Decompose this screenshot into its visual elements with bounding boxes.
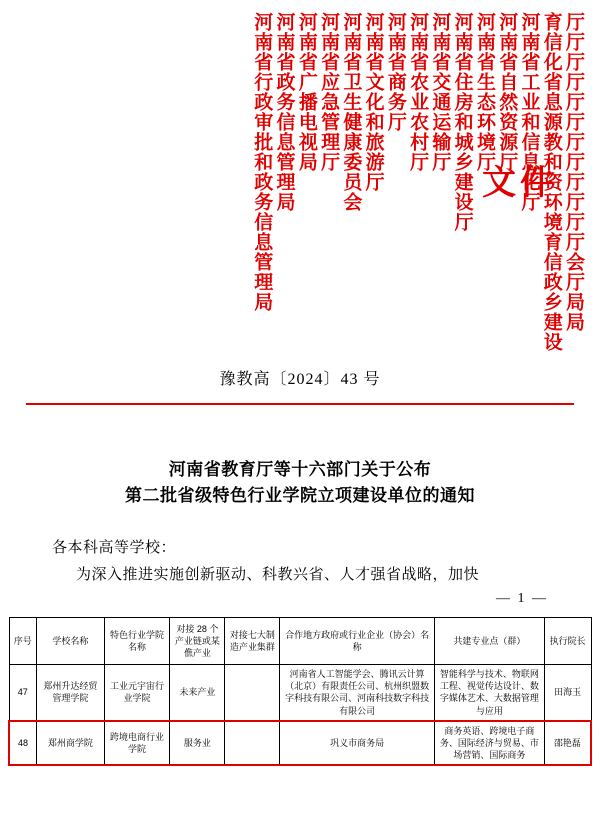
table-row <box>9 665 591 721</box>
document-number: 豫教高〔2024〕43 号 <box>219 371 381 388</box>
masthead-column: 河南省生态环境厅 <box>473 12 495 172</box>
body-paragraph: 为深入推进实施创新驱动、科教兴省、人才强省战略，加快 <box>76 566 480 583</box>
row-majors: 智能科学与技术、物联网工程、视觉传达设计、数字媒体艺术、大数据管理与应用 <box>434 665 544 721</box>
masthead-column: 育信化省息源教和资环境育信政乡建设 <box>540 12 562 352</box>
row-dean: 邵艳磊 <box>544 721 591 765</box>
addressee-line: 各本科高等学校： <box>52 539 177 556</box>
table-header-row <box>9 617 591 664</box>
table-header-cell: 特色行业学院名称 <box>104 617 170 664</box>
title-line-2: 第二批省级特色行业学院立项建设单位的通知 <box>125 486 475 506</box>
row-industry-chain: 服务业 <box>170 721 225 765</box>
red-divider-rule <box>26 403 574 405</box>
masthead-column: 河南省商务厅 <box>384 12 406 132</box>
row-cluster <box>225 665 280 721</box>
table-header-cell: 对接七大制造产业集群 <box>225 617 280 664</box>
masthead-column: 河南省应急管理厅 <box>318 12 340 172</box>
masthead-column: 河南省工业和信息化厅 <box>518 12 540 212</box>
row-industry-chain: 未来产业 <box>170 665 225 721</box>
masthead-document-word: 文件 <box>482 165 558 202</box>
table-header-cell: 共建专业点（群） <box>434 617 544 664</box>
masthead-column: 河南省卫生健康委员会 <box>340 12 362 212</box>
data-table-wrapper <box>8 617 592 766</box>
masthead <box>0 0 600 360</box>
row-dean: 田海玉 <box>544 665 591 721</box>
masthead-column: 河南省住房和城乡建设厅 <box>451 12 473 232</box>
table-header-cell: 学校名称 <box>37 617 105 664</box>
masthead-column: 河南省自然资源厅 <box>496 12 518 172</box>
row-majors: 商务英语、跨境电子商务、国际经济与贸易、市场营销、国际商务 <box>434 721 544 765</box>
row-cluster <box>225 721 280 765</box>
table-header-cell: 对接 28 个产业链或某僬产业 <box>170 617 225 664</box>
table-header-cell: 合作地方政府或行业企业（协会）名称 <box>280 617 434 664</box>
masthead-column: 河南省广播电视局 <box>295 12 317 172</box>
row-partners: 巩义市商务局 <box>280 721 434 765</box>
masthead-column: 河南省政务信息管理局 <box>273 12 295 212</box>
masthead-column: 河南省农业农村厅 <box>407 12 429 172</box>
table-row <box>9 721 591 765</box>
title-line-1: 河南省教育厅等十六部门关于公布 <box>168 460 432 479</box>
row-partners: 河南省人工智能学会、腾讯云计算（北京）有限责任公司、杭州织盟数字科技有限公司、河南科技数字科技有限公司 <box>280 665 434 721</box>
masthead-column: 厅厅厅厅厅厅厅厅厅厅厅厅会厅局局 <box>563 12 584 332</box>
row-college: 跨境电商行业学院 <box>104 721 170 765</box>
page-title <box>46 457 554 510</box>
table-header-cell: 执行院长 <box>544 617 591 664</box>
masthead-column: 河南省交通运输厅 <box>429 12 451 172</box>
row-college: 工业元宇宙行业学院 <box>104 665 170 721</box>
masthead-column: 河南省行政审批和政务信息管理局 <box>251 12 273 312</box>
table-header-cell: 序号 <box>9 617 37 664</box>
data-table <box>8 617 592 766</box>
row-school: 郑州升达经贸管理学院 <box>37 665 105 721</box>
row-school: 郑州商学院 <box>37 721 105 765</box>
page-number: — 1 — <box>496 590 548 606</box>
masthead-column: 河南省文化和旅游厅 <box>362 12 384 192</box>
row-index: 47 <box>9 665 37 721</box>
row-index: 48 <box>9 721 37 765</box>
